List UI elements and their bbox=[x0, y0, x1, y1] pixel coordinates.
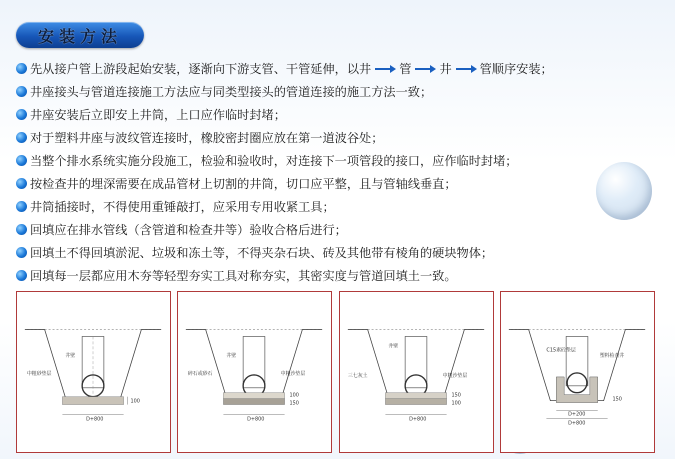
list-item-text: 井筒插接时，不得使用重锤敲打，应采用专用收紧工具； bbox=[30, 200, 335, 214]
list-item bbox=[16, 149, 666, 172]
list-item-text: 管 bbox=[399, 62, 412, 76]
list-item-text: 对于塑料井座与波纹管连接时，橡胶密封圈应放在第一道波谷处； bbox=[30, 131, 384, 145]
section-title bbox=[16, 22, 144, 48]
instruction-list bbox=[16, 57, 666, 287]
label-dim-h2: 150 bbox=[289, 400, 299, 407]
label-dim-h: 150 bbox=[451, 392, 461, 399]
bullet-icon bbox=[16, 132, 27, 143]
list-item bbox=[16, 103, 666, 126]
diagram-panel-2 bbox=[177, 291, 332, 453]
label-left: 碎石或砂石 bbox=[187, 370, 213, 377]
list-item bbox=[16, 264, 666, 287]
label-shaft: 井壁 bbox=[226, 353, 237, 360]
diagram-panel-1 bbox=[16, 291, 171, 453]
label-right: 中粗沙垫层 bbox=[280, 370, 306, 377]
bullet-icon bbox=[16, 247, 27, 258]
list-item bbox=[16, 172, 666, 195]
bullet-icon bbox=[16, 63, 27, 74]
bullet-icon bbox=[16, 155, 27, 166]
bullet-icon bbox=[16, 224, 27, 235]
list-item-text: 回填土不得回填淤泥、垃圾和冻土等，不得夹杂石块、砖及其他带有棱角的硬块物体； bbox=[30, 246, 494, 260]
list-item-text: 井 bbox=[439, 62, 452, 76]
list-item-text: 回填应在排水管线（含管道和检查井等）验收合格后进行； bbox=[30, 223, 347, 237]
label-dim-d: D+800 bbox=[247, 416, 265, 423]
bullet-icon bbox=[16, 109, 27, 120]
list-item bbox=[16, 218, 666, 241]
diagram-panel-4 bbox=[500, 291, 655, 453]
trench-diagram bbox=[17, 292, 170, 452]
arrow-right-icon bbox=[374, 64, 396, 74]
label-right: 中粗沙垫层 bbox=[442, 372, 468, 379]
list-item-text: 按检查井的埋深需要在成品管材上切割的井筒，切口应平整，且与管轴线垂直； bbox=[30, 177, 457, 191]
diagram-panel-3 bbox=[339, 291, 494, 453]
label-dim-d2: D+800 bbox=[568, 420, 586, 427]
label-shaft: C15素砼垫层 bbox=[546, 347, 576, 354]
arrow-right-icon bbox=[414, 64, 436, 74]
label-left: 中粗砂垫层 bbox=[26, 370, 52, 377]
label-dim-d: D+800 bbox=[86, 416, 104, 423]
label-dim-h: 100 bbox=[289, 392, 299, 399]
list-item-text: 井座安装后立即安上井筒，上口应作临时封堵； bbox=[30, 108, 286, 122]
bullet-icon bbox=[16, 201, 27, 212]
bullet-icon bbox=[16, 86, 27, 97]
list-item bbox=[16, 195, 666, 218]
label-right: 塑料检查井 bbox=[599, 353, 625, 360]
list-item bbox=[16, 80, 666, 103]
list-item-text: 管顺序安装； bbox=[479, 62, 553, 76]
list-item-text: 先从接户管上游段起始安装，逐渐向下游支管、干管延伸，以井 bbox=[30, 62, 372, 76]
label-dim-d: D+200 bbox=[568, 411, 586, 418]
label-left: 三七灰土 bbox=[347, 372, 368, 379]
list-item-text: 当整个排水系统实施分段施工，检验和验收时，对连接下一项管段的接口，应作临时封堵； bbox=[30, 154, 518, 168]
label-dim-h: 150 bbox=[612, 396, 622, 403]
bullet-icon bbox=[16, 178, 27, 189]
list-item bbox=[16, 241, 666, 264]
list-item-text: 回填每一层都应用木夯等轻型夯实工具对称夯实，其密实度与管道回填土一致。 bbox=[30, 269, 457, 283]
label-dim-h2: 100 bbox=[451, 400, 461, 407]
list-item-text: 井座接头与管道连接施工方法应与同类型接头的管道连接的施工方法一致； bbox=[30, 85, 433, 99]
arrow-right-icon bbox=[455, 64, 477, 74]
label-dim-d: D+800 bbox=[409, 416, 427, 423]
bullet-icon bbox=[16, 270, 27, 281]
label-shaft: 井壁 bbox=[388, 343, 399, 350]
list-item bbox=[16, 57, 666, 80]
label-dim-h: 100 bbox=[130, 398, 140, 405]
list-item bbox=[16, 126, 666, 149]
label-shaft: 井壁 bbox=[65, 353, 76, 360]
section-title-text: 安装方法 bbox=[37, 26, 122, 46]
